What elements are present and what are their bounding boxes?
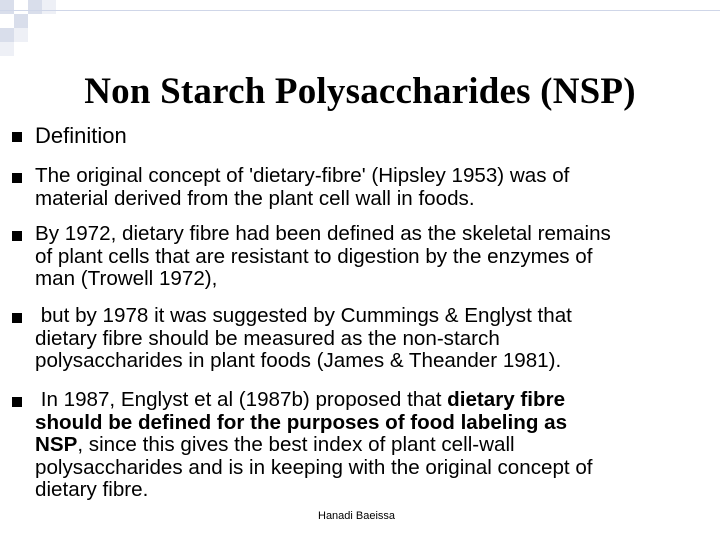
text-line: but by 1978 it was suggested by Cummings & Englyst that — [35, 304, 572, 327]
bullet-square-icon — [12, 132, 22, 142]
text-run-bold: should be defined for the purposes of food labeling as — [35, 410, 568, 434]
bullet-heading: Definition — [35, 123, 127, 148]
footer-author: Hanadi Baeissa — [318, 510, 396, 522]
text-line: material derived from the plant cell wall in foods. — [35, 186, 475, 210]
bullet-text — [35, 223, 710, 291]
bullet-text — [35, 389, 710, 502]
slide-title: Non Starch Polysaccharides (NSP) — [84, 71, 636, 112]
text-line: The original concept of 'dietary-fibre' (Hipsley 1953) was of — [35, 164, 570, 187]
text-line: man (Trowell 1972), — [35, 267, 218, 290]
text-line: of plant cells that are resistant to digestion by the enzymes of — [35, 244, 593, 268]
bullet-text — [35, 305, 710, 373]
text-line — [35, 434, 710, 457]
text-line: polysaccharides in plant foods (James & Theander 1981). — [35, 349, 562, 372]
bullet-text — [35, 165, 710, 210]
text-run: In 1987, Englyst et al (1987b) proposed that — [35, 388, 448, 411]
bullet-square-icon — [12, 313, 22, 323]
text-run-bold: NSP — [35, 433, 78, 456]
text-line: polysaccharides and is in keeping with the original concept of — [35, 455, 593, 479]
text-line — [35, 412, 710, 435]
top-rule — [0, 10, 720, 11]
text-line — [35, 389, 710, 412]
text-line: By 1972, dietary fibre had been defined as the skeletal remains — [35, 222, 611, 245]
text-run: , since this gives the best index of plant cell-wall — [77, 433, 515, 456]
bullet-square-icon — [12, 173, 22, 183]
text-run-bold: dietary fibre — [447, 388, 566, 411]
text-line: dietary fibre should be measured as the non-starch — [35, 326, 500, 350]
text-line: dietary fibre. — [35, 478, 149, 501]
bullet-square-icon — [12, 397, 22, 407]
corner-decoration — [0, 0, 60, 60]
bullet-square-icon — [12, 231, 22, 241]
